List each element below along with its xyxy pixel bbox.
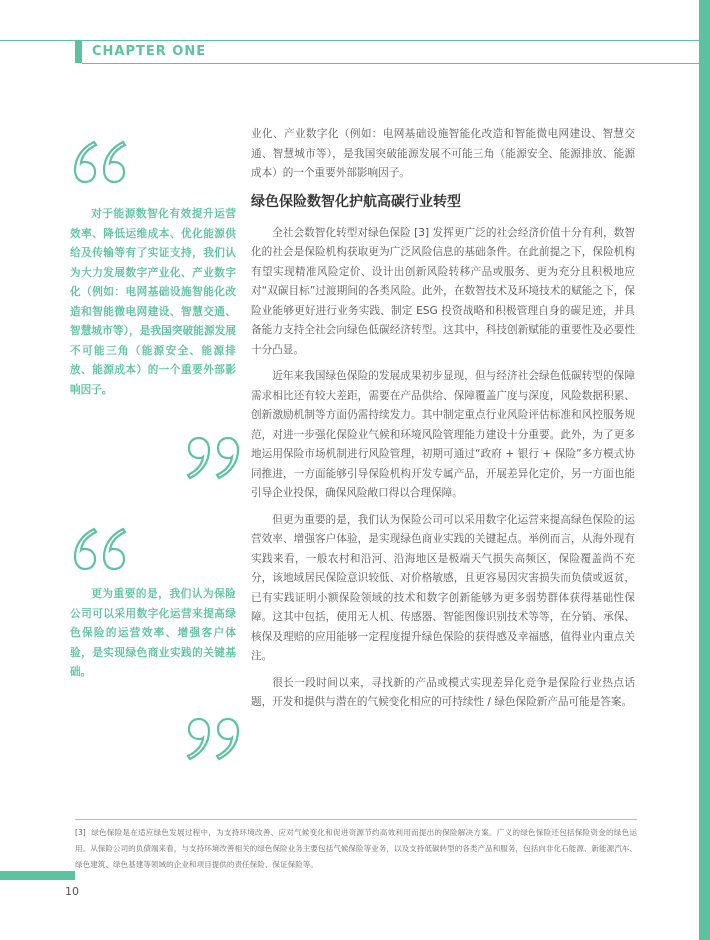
header-rule <box>0 40 699 41</box>
intro-paragraph: 业化、产业数字化（例如：电网基础设施智能化改造和智能微电网建设、智慧交通、智慧城市等），是我国突破能源发展不可能三角（能源安全、能源排放、能源成本）的一个重要外部影响因子。 <box>251 128 635 179</box>
chapter-title: CHAPTER ONE <box>92 44 207 59</box>
close-quote-icon <box>182 717 242 761</box>
body-paragraph: 但更为重要的是，我们认为保险公司可以采用数字化运营来提高绿色保险的运营效率、增强客户体验，是实现绿色商业实践的关键起点。举例而言，从海外现有实践来看，一般农村和沿河、沿海地区是极端天气损失高频区，保险覆盖尚不充分，该地域居民保险意识较低、对价格敏感，且更容易因灾害损失而负债或返贫，已有实践证明小额保险领域的技术和数字创新能够为更多弱势群体获得基础性保障。这其中包括，使用无人机、传感器、智能图像识别技术等等，在分销、承保、核保及理赔的应用能够一定程度提升绿色保险的获得感及幸福感，值得业内重点关注。 <box>251 513 635 662</box>
right-edge-bar <box>699 0 710 940</box>
header-underline <box>82 63 699 64</box>
footnote-ref: [3] <box>75 828 86 837</box>
open-quote-icon <box>72 527 132 571</box>
section-heading: 绿色保险数智化护航高碳行业转型 <box>251 193 461 210</box>
close-quote-icon <box>182 436 242 480</box>
pull-quote-2: 更为重要的是，我们认为保险公司可以采用数字化运营来提高绿色保险的运营效率、增强客户体验，是实现绿色商业实践的关键基础。 <box>70 588 236 678</box>
footnote-text: 绿色保险是在适应绿色发展过程中，为支持环境改善、应对气候变化和促进资源节约高效利用而提出的保险解决方案。广义的绿色保险还包括保险资金的绿色运用。从保险公司的负债端来看，与支持环境改善相关的绿色保险业务主要包括气候保险等业务，以及支持低碳转型的各类产品和服务，包括向非化石能源、新能源汽车、绿色建筑、绿色基建等领域的企业和项目提供的责任保险、保证保险等。 <box>75 828 637 869</box>
body-paragraph: 全社会数智化转型对绿色保险 [3] 发挥更广泛的社会经济价值十分有利，数智化的社会是保险机构获取更为广泛风险信息的基础条件。在此前提之下，保险机构有望实现精准风险定价、设计出创新风险转移产品或服务、更为充分且积极地应对“双碳目标”过渡期间的各类风险。此外，在数智技术及环境技术的赋能之下，保险业能够更好进行业务实践、制定 ESG 投资战略和积极管理自身的碳足迹，并具备能力支持全社会向绿色低碳经济转型。这其中，科技创新赋能的重要性及必要性十分凸显。 <box>251 226 635 356</box>
page-number: 10 <box>65 885 79 898</box>
body-paragraph: 很长一段时间以来，寻找新的产品或模式实现差异化竞争是保险行业热点话题，开发和提供与潜在的气候变化相应的可持续性 / 绿色保险新产品可能是答案。 <box>251 676 635 708</box>
main-column <box>251 125 635 720</box>
footnote <box>75 825 637 873</box>
open-quote-icon <box>72 140 132 184</box>
footnote-rule <box>75 819 637 820</box>
body-paragraph: 近年来我国绿色保险的发展成果初步显现，但与经济社会绿色低碳转型的保障需求相比还有较大差距，需要在产品供给、保障覆盖广度与深度，风险数据积累、创新激励机制等方面仍需持续发力。其中制定重点行业风险评估标准和风控服务规范，对进一步强化保险业气候和环境风险管理能力建设十分重要。此外，为了更多地运用保险市场机制进行风险管理，初期可通过“政府 + 银行 + 保险”多方模式协同推进，一方面能够引导保险机构开发专属产品，开展差异化定价，另一方面也能引导企业投保，确保风险敞口得以合理保障。 <box>251 370 635 499</box>
footer-accent-bar <box>0 871 75 880</box>
chapter-marker <box>75 41 82 63</box>
pull-quote-1: 对于能源数智化有效提升运营效率、降低运维成本、优化能源供给及传输等有了实证支持，我们认为大力发展数字产业化、产业数字化（例如：电网基础设施智能化改造和智能微电网建设、智慧交通、智慧城市等），是我国突破能源发展不可能三角（能源安全、能源排放、能源成本）的一个重要外部影响因子。 <box>70 208 236 396</box>
